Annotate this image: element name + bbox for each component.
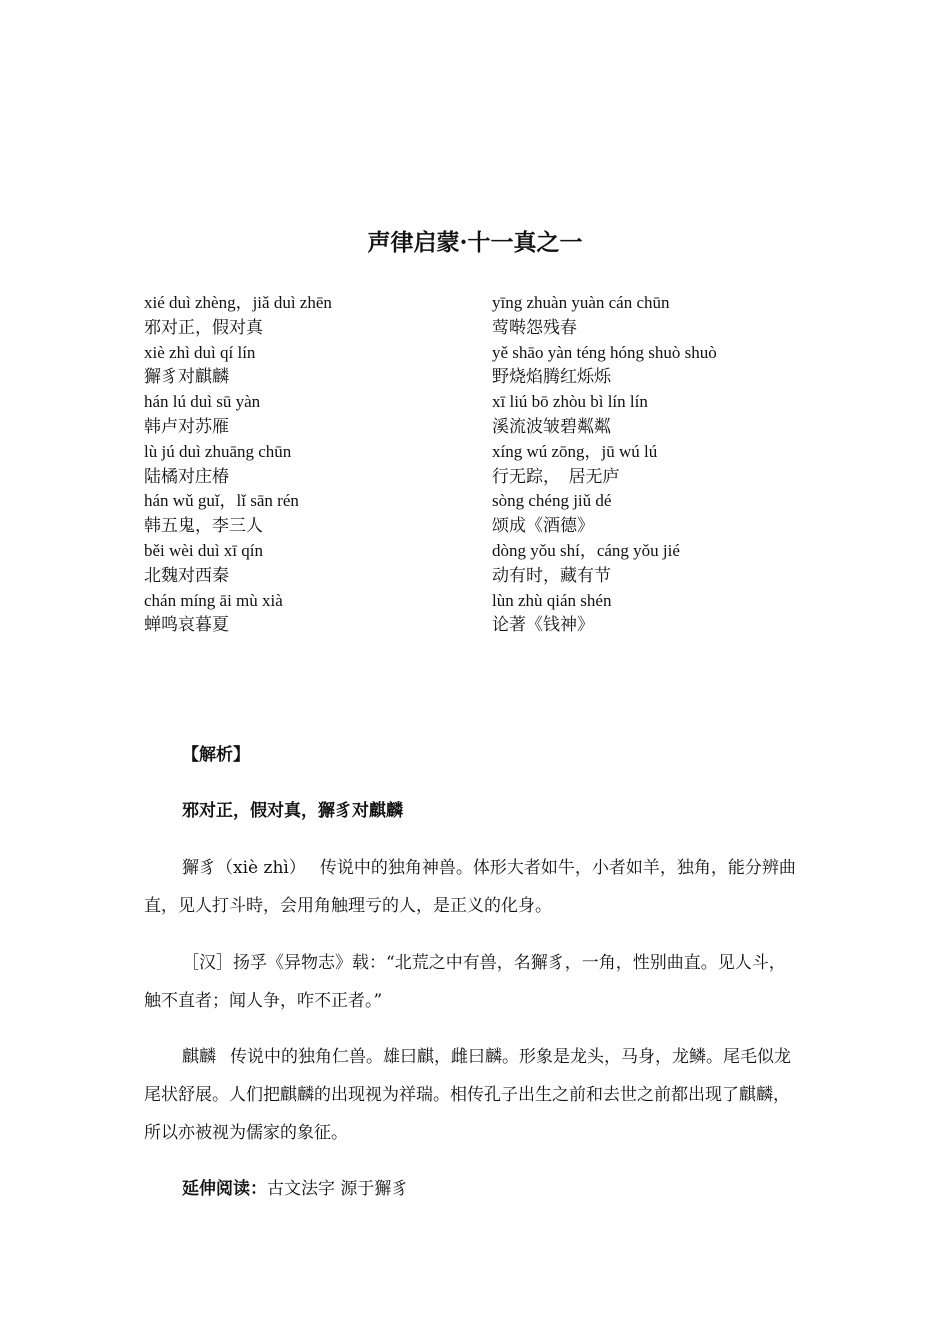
hanzi-line: 动有时，藏有节 <box>492 565 611 586</box>
hanzi-line: 溪流波皱碧粼粼 <box>492 416 611 437</box>
xiezhi-paragraph <box>144 849 800 925</box>
hanzi-line: 颂成《酒德》 <box>492 516 594 537</box>
xiezhi-term: 獬豸（xiè zhì） <box>182 858 306 878</box>
analysis-subheading: 邪对正，假对真，獬豸对麒麟 <box>182 801 403 821</box>
qilin-description: 传说中的独角仁兽。雄曰麒，雌曰麟。形象是龙头，马身，龙鳞。尾毛似龙尾状舒展。人们把麒麟的出现视为祥瑞。相传孔子出生之前和去世之前都出现了麒麟，所以亦被视为儒家的象征。 <box>144 1047 791 1143</box>
extended-reading <box>144 1170 800 1208</box>
pinyin-line: xíng wú zōng，jū wú lú <box>492 441 658 461</box>
pinyin-line: yīng zhuàn yuàn cán chūn <box>492 293 670 312</box>
hanzi-line: 北魏对西秦 <box>144 565 229 586</box>
right-verse-column <box>492 291 822 638</box>
pinyin-line: hán lú duì sū yàn <box>144 392 261 412</box>
qilin-paragraph <box>144 1038 800 1152</box>
hanzi-line: 韩卢对苏雁 <box>144 416 229 437</box>
pinyin-line: xī liú bō zhòu bì lín lín <box>492 392 648 412</box>
pinyin-line: hán wǔ guǐ，lǐ sān rén <box>144 491 299 511</box>
pinyin-line: yě shāo yàn téng hóng shuò shuò <box>492 342 717 362</box>
hanzi-line: 蝉鸣哀暮夏 <box>144 615 229 636</box>
hanzi-line: 莺啭怨残春 <box>492 317 577 338</box>
pinyin-line: lùn zhù qián shén <box>492 590 612 610</box>
hanzi-line: 陆橘对庄椿 <box>144 466 229 487</box>
pinyin-line: lù jú duì zhuāng chūn <box>144 441 292 461</box>
pinyin-line: chán míng āi mù xià <box>144 590 283 610</box>
hanzi-line: 韩五鬼，李三人 <box>144 516 263 537</box>
left-verse-column <box>144 291 474 638</box>
hanzi-line: 行无踪， 居无庐 <box>492 466 620 487</box>
extended-reading-link[interactable]: 古文法字 源于獬豸 <box>267 1179 409 1199</box>
pinyin-line: xié duì zhèng，jiǎ duì zhēn <box>144 293 332 312</box>
pinyin-line: xiè zhì duì qí lín <box>144 342 256 362</box>
pinyin-line: sòng chéng jiǔ dé <box>492 491 612 511</box>
qilin-term: 麒麟 <box>182 1047 216 1067</box>
pinyin-line: dòng yǒu shí，cáng yǒu jié <box>492 540 680 560</box>
yiwuzhi-quote-paragraph: ［汉］扬孚《异物志》载：“北荒之中有兽，名獬豸，一角，性别曲直。见人斗，触不直者；闻人争，咋不正者。” <box>144 953 786 1011</box>
hanzi-line: 獬豸对麒麟 <box>144 367 229 388</box>
extended-reading-label: 延伸阅读： <box>182 1179 267 1199</box>
pinyin-line: běi wèi duì xī qín <box>144 540 263 560</box>
hanzi-line: 邪对正，假对真 <box>144 317 263 338</box>
page-title: 声律启蒙·十一真之一 <box>367 229 583 256</box>
hanzi-line: 论著《钱神》 <box>492 615 594 636</box>
xiezhi-description: 传说中的独角神兽。体形大者如牛，小者如羊，独角，能分辨曲直，见人打斗時，会用角触理亏的人，是正义的化身。 <box>144 858 796 916</box>
analysis-heading: 【解析】 <box>182 745 250 765</box>
hanzi-line: 野烧焰腾红烁烁 <box>492 367 611 388</box>
